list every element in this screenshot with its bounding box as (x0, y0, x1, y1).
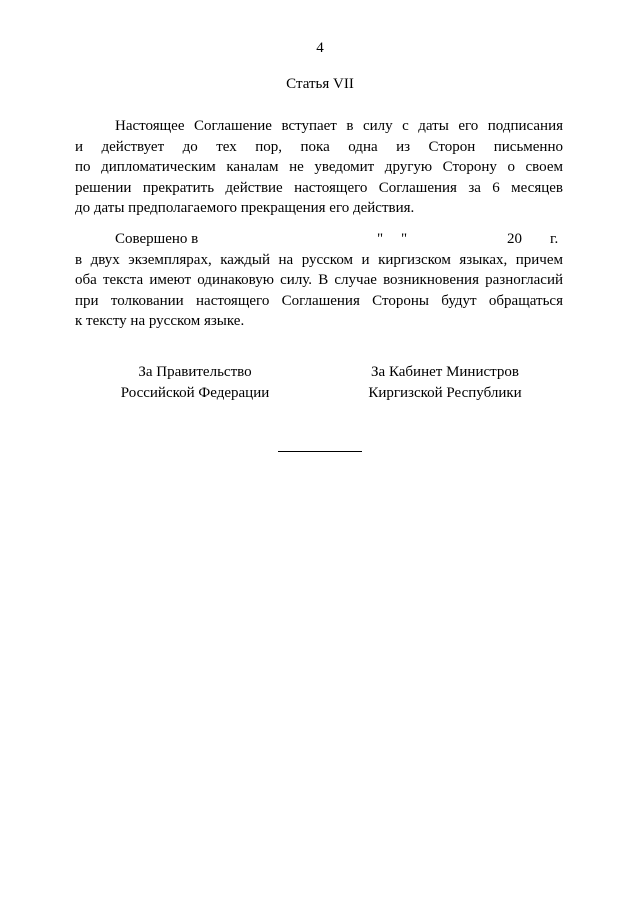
signing-place-label: Совершено в (115, 231, 199, 247)
paragraph-line: решении прекратить действие настоящего Соглашения за 6 месяцев (75, 179, 563, 196)
paragraph-line: при толковании настоящего Соглашения Стороны будут обращаться (75, 292, 563, 309)
year-suffix: г. (550, 231, 559, 247)
page-number: 4 (316, 40, 324, 56)
signature-party-line: Российской Федерации (120, 384, 270, 401)
signature-party-line: За Кабинет Министров (371, 364, 519, 380)
paragraph-line: до даты предполагаемого прекращения его действия. (75, 200, 415, 216)
end-of-document-rule (278, 451, 362, 452)
paragraph-line: по дипломатическим каналам не уведомит другую Сторону о своем (75, 159, 563, 175)
signature-party-line: Киргизской Республики (368, 384, 522, 401)
signature-party-line: За Правительство (138, 364, 252, 380)
signature-block-russia (95, 362, 295, 403)
paragraph-line: в двух экземплярах, каждый на русском и киргизском языках, причем (75, 251, 563, 268)
paragraph-done-at (75, 229, 563, 332)
paragraph-entry-into-force (75, 116, 563, 219)
paragraph-line: оба текста имеют одинаковую силу. В случае возникновения разногласий (75, 272, 563, 288)
paragraph-line: и действует до тех пор, пока одна из Сторон письменно (75, 138, 563, 155)
year-prefix: 20 (507, 231, 522, 247)
date-quote-open: " (377, 231, 384, 247)
paragraph-line: Настоящее Соглашение вступает в силу с даты его подписания (115, 118, 563, 134)
date-quote-close: " (401, 231, 408, 247)
article-title: Статья VII (286, 76, 354, 92)
signing-place-date-line (75, 229, 563, 250)
signature-block-kyrgyzstan (345, 362, 545, 403)
paragraph-line: к тексту на русском языке. (75, 313, 245, 329)
